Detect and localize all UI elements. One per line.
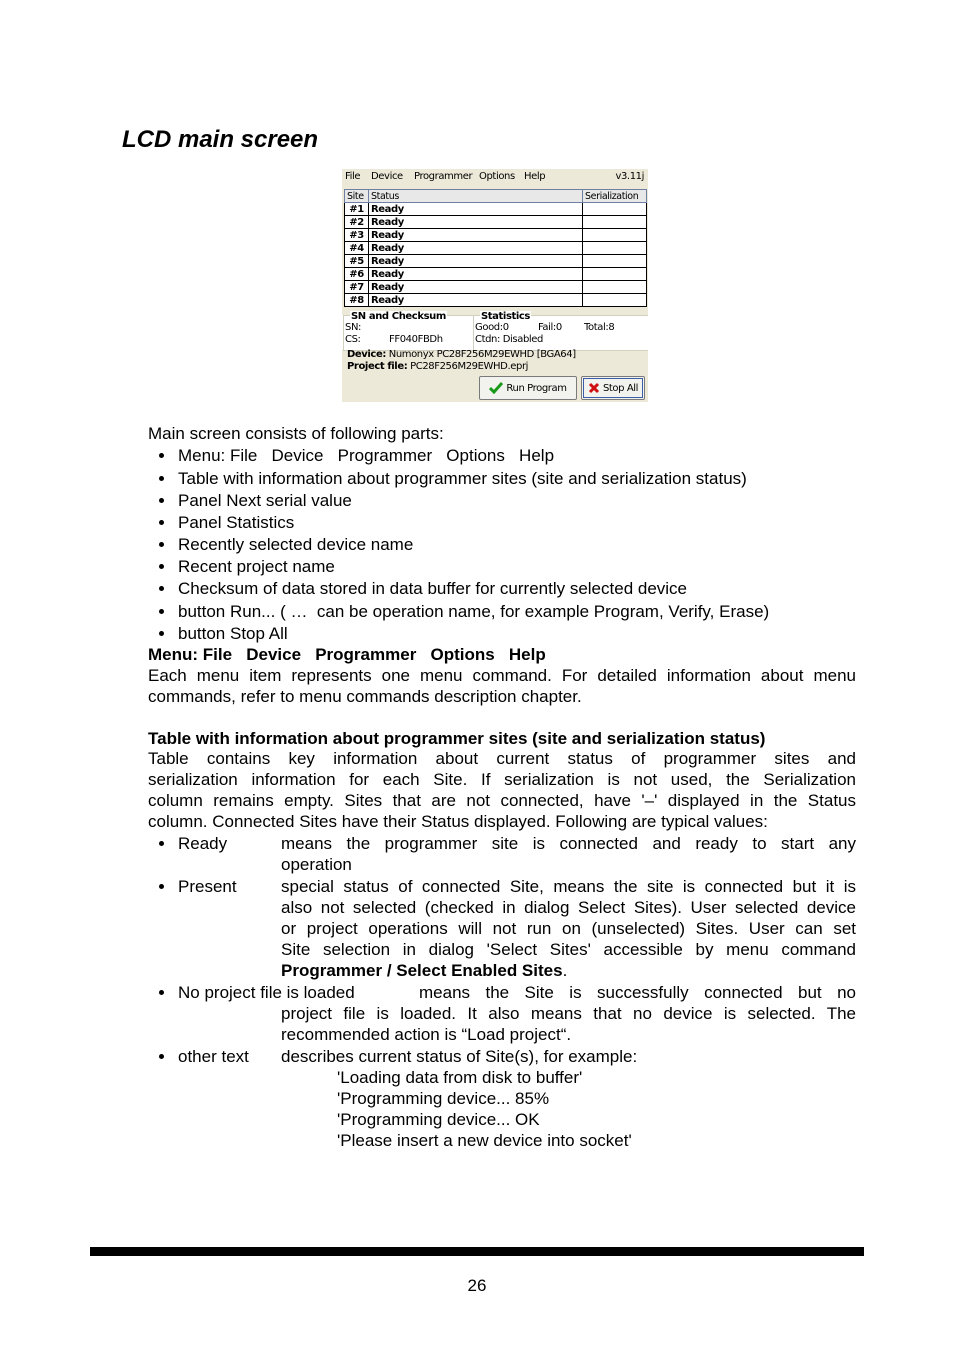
page-number: 26 (467, 1276, 487, 1295)
status-desc-line (281, 960, 567, 981)
status-desc-line: describes current status of Site(s), for example: (281, 1047, 638, 1066)
sn-label: SN: (345, 322, 361, 333)
example-status: 'Programming device... 85% (337, 1089, 550, 1108)
site-cell: #3 (345, 229, 369, 242)
status-desc-line: special status of connected Site, means the site is connected but it is (281, 877, 856, 896)
check-icon (489, 382, 503, 394)
site-cell: #7 (345, 281, 369, 294)
device-line (347, 349, 576, 360)
table-row[interactable] (345, 294, 647, 307)
list-item: Panel Next serial value (178, 491, 352, 510)
project-label: Project file: (347, 361, 408, 372)
status-desc-line: operation (281, 855, 352, 874)
table-section-heading: Table with information about programmer sites (site and serialization status) (148, 729, 766, 748)
close-icon (588, 382, 600, 394)
fail-count: Fail:0 (538, 322, 562, 333)
cs-label: CS: (345, 334, 361, 345)
table-row[interactable] (345, 268, 647, 281)
status-desc-line: project file is loaded. It also means that no device is selected. The (281, 1004, 856, 1023)
lcd-menubar (342, 171, 648, 185)
status-cell: Ready (369, 229, 583, 242)
sn-checksum-panel (343, 311, 474, 351)
sites-table (344, 189, 647, 307)
checksum-value: FF040FBDh (389, 334, 443, 345)
table-para-line: serialization information for each Site. If serialization is not used, the Serialization (148, 770, 856, 789)
serial-cell (583, 229, 647, 242)
status-term-other: other text (178, 1047, 249, 1066)
status-cell: Ready (369, 203, 583, 216)
serial-cell (583, 268, 647, 281)
version-label: v3.11j (615, 171, 644, 182)
list-item: button Run... ( … can be operation name, for example Program, Verify, Erase) (178, 602, 770, 621)
intro-text: Main screen consists of following parts: (148, 424, 444, 443)
footer-divider (90, 1247, 864, 1256)
status-desc-line: or project operations will not run on (unselected) Sites. User can set (281, 919, 856, 938)
table-row[interactable] (345, 255, 647, 268)
project-name: PC28F256M29EWHD.eprj (410, 361, 529, 372)
table-row[interactable] (345, 281, 647, 294)
site-cell: #4 (345, 242, 369, 255)
serial-cell (583, 294, 647, 307)
menu-device[interactable]: Device (371, 171, 403, 182)
table-para-line: column remains empty. Sites that are not connected, have '–' displayed in the Status (148, 791, 856, 810)
lcd-screen (342, 169, 648, 402)
table-row[interactable] (345, 229, 647, 242)
info-panels (342, 311, 648, 350)
table-row[interactable] (345, 242, 647, 255)
col-status[interactable]: Status (369, 190, 583, 203)
status-desc-line: means the programmer site is connected and ready to start any (281, 834, 856, 853)
list-item: Menu: File Device Programmer Options Help (178, 446, 555, 465)
serial-cell (583, 242, 647, 255)
sn-panel-title: SN and Checksum (351, 311, 446, 322)
table-para-line: column. Connected Sites have their Status displayed. Following are typical values: (148, 812, 768, 831)
status-desc-line: Site selection in dialog 'Select Sites' accessible by menu command (281, 940, 856, 959)
list-item: Panel Statistics (178, 513, 295, 532)
col-site[interactable]: Site (345, 190, 369, 203)
col-serialization[interactable]: Serialization (583, 190, 647, 203)
statistics-panel (473, 311, 648, 351)
list-item: Checksum of data stored in data buffer for currently selected device (178, 579, 688, 598)
example-status: 'Loading data from disk to buffer' (337, 1068, 583, 1087)
status-desc-line: also not selected (checked in dialog Select Sites). User selected device (281, 898, 856, 917)
status-term-present: Present (178, 877, 237, 896)
page-heading: LCD main screen (122, 126, 319, 153)
status-cell: Ready (369, 216, 583, 229)
list-item: Recently selected device name (178, 535, 414, 554)
status-term-no-project: No project file is loaded (178, 983, 355, 1002)
table-para-line: Table contains key information about current status of programmer sites and (148, 749, 856, 768)
status-cell: Ready (369, 294, 583, 307)
stop-all-button[interactable] (581, 376, 645, 400)
site-cell: #8 (345, 294, 369, 307)
menu-para-line: commands, refer to menu commands description chapter. (148, 687, 582, 706)
table-row[interactable] (345, 203, 647, 216)
list-item: button Stop All (178, 624, 288, 643)
device-name: Numonyx PC28F256M29EWHD [BGA64] (388, 349, 576, 360)
good-count: Good:0 (475, 322, 509, 333)
status-desc-line: recommended action is “Load project“. (281, 1025, 572, 1044)
serial-cell (583, 281, 647, 294)
site-cell: #1 (345, 203, 369, 216)
run-program-button[interactable] (479, 376, 577, 400)
menu-section-heading: Menu: File Device Programmer Options Help (148, 645, 546, 664)
project-line (347, 361, 528, 372)
run-button-label: Run Program (506, 382, 567, 394)
status-desc-line: means the Site is successfully connected but no (419, 983, 856, 1002)
serial-cell (583, 203, 647, 216)
list-item: Table with information about programmer sites (site and serialization status) (178, 469, 747, 488)
site-cell: #6 (345, 268, 369, 281)
status-cell: Ready (369, 255, 583, 268)
site-cell: #5 (345, 255, 369, 268)
period: . (562, 961, 568, 980)
menu-para-line: Each menu item represents one menu command. For detailed information about menu (148, 666, 856, 685)
status-cell: Ready (369, 268, 583, 281)
stats-panel-title: Statistics (481, 311, 530, 322)
menu-command-path: Programmer / Select Enabled Sites (281, 961, 563, 980)
example-status: 'Programming device... OK (337, 1110, 540, 1129)
example-status: 'Please insert a new device into socket' (337, 1131, 632, 1150)
status-cell: Ready (369, 242, 583, 255)
device-label: Device: (347, 349, 386, 360)
menu-help[interactable]: Help (524, 171, 546, 182)
total-count: Total:8 (584, 322, 615, 333)
countdown-status: Ctdn: Disabled (475, 334, 543, 345)
menu-options[interactable]: Options (479, 171, 515, 182)
menu-programmer[interactable]: Programmer (414, 171, 473, 182)
site-cell: #2 (345, 216, 369, 229)
menu-file[interactable]: File (345, 171, 361, 182)
status-cell: Ready (369, 281, 583, 294)
list-item: Recent project name (178, 557, 335, 576)
status-term-ready: Ready (178, 834, 228, 853)
serial-cell (583, 255, 647, 268)
stop-button-label: Stop All (602, 382, 639, 394)
serial-cell (583, 216, 647, 229)
table-row[interactable] (345, 216, 647, 229)
